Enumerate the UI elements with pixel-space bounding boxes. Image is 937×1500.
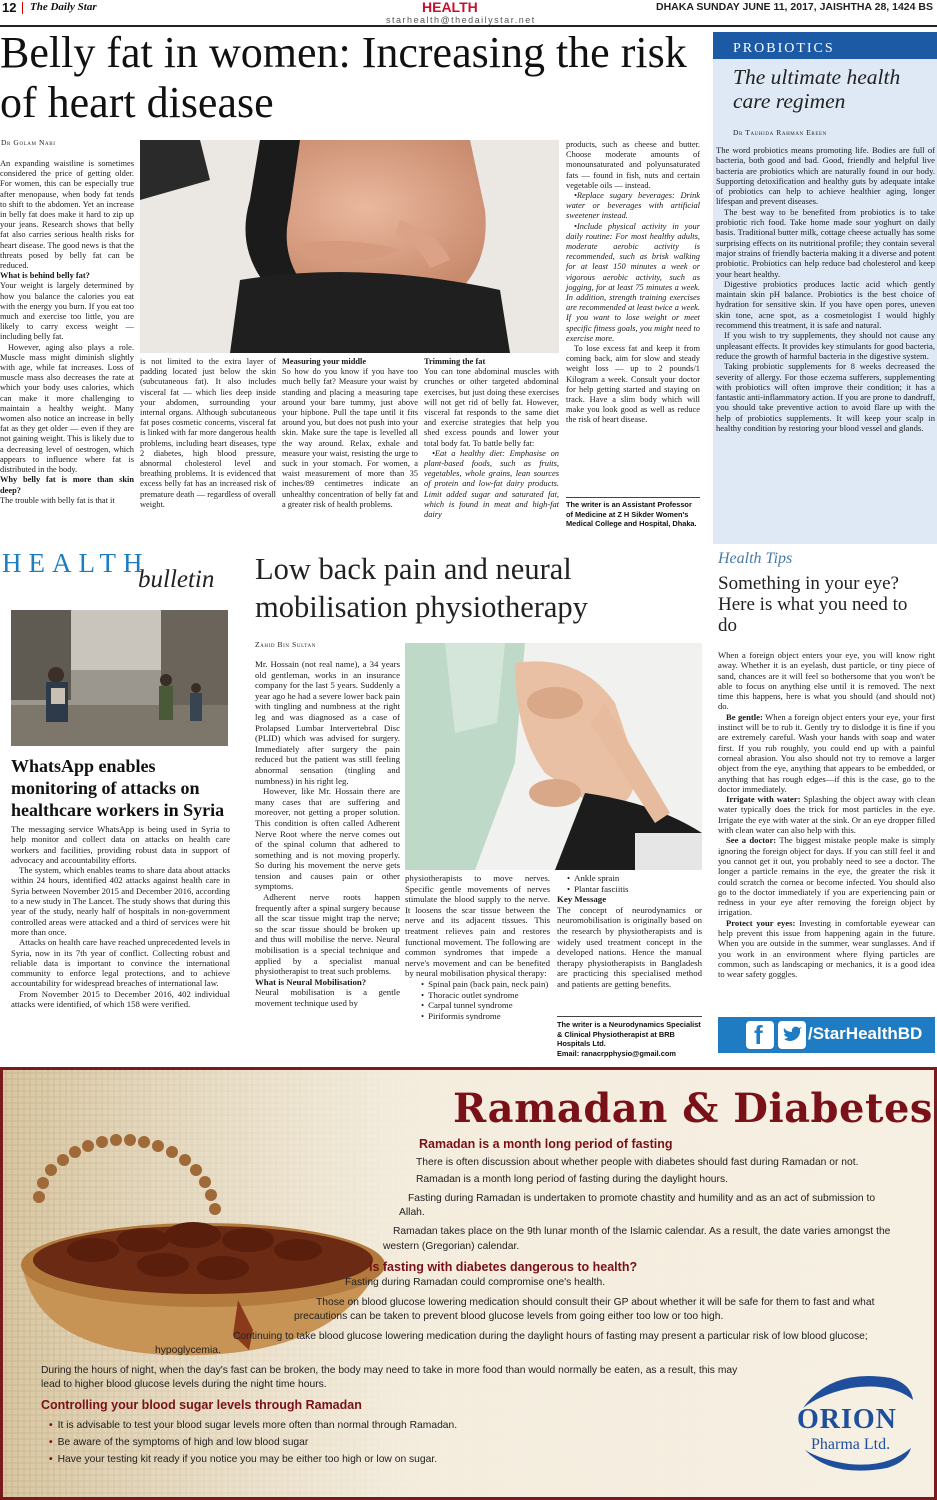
ramadan-p5b: precautions can be taken to prevent blood glucose levels from going either too low or too high. xyxy=(294,1311,724,1322)
masthead-divider xyxy=(22,2,23,14)
probiotics-headline: The ultimate health care regimen xyxy=(733,65,901,113)
backpain-byline: Zahid Bin Sultan xyxy=(255,640,316,649)
belly-col-4: Trimming the fat You can tone abdominal muscles with crunches or other targeted abdominal exercises, but just doing these exercises will not get rid of belly fat. However, visceral fat responds to the same diet and exercise strategies that help you shed excess pounds and lower your total body fat. To battle belly fat: •Eat a healthy diet: Emphasise on plant-based foods, such as fruits, vegetables, whole grains, lean sources of protein and low-fat dairy products. Limit added sugar and saturated fat, which is found in meat and high-fat dairy xyxy=(424,357,559,520)
ramadan-p3a: Ramadan takes place on the 9th lunar month of the Islamic calendar. As a result, the date varies amongst the xyxy=(393,1226,891,1237)
tips-kicker: Health Tips xyxy=(718,550,793,567)
belly-photo xyxy=(140,140,559,353)
probiotics-kicker: PROBIOTICS xyxy=(733,41,835,56)
belly-col-5: products, such as cheese and butter. Choose moderate amounts of monounsaturated and polyunsaturated fats — found in fish, nuts and certain vegetable oils — instead. •Replace sugary beverages: Drink water or beverages with artificial sweetener instead. •Include physical activity in your daily routine: For most healthy adults, moderate aerobic activity is recommended, such as brisk walking for at least 150 minutes a week or vigorous aerobic activity, such as jogging, for at least 75 minutes a week. In addition, strength training exercises are recommended at least twice a week. If you want to lose weight or meet specific fitness goals, you might need to exercise more. To lose excess fat and keep it from coming back, aim for slow and steady weight loss — up to 2 pounds/1 Kilogram a week. Consult your doctor for help getting started and staying on track. Have a slim body which will make you look good as well as reduce the risk of heart disease. xyxy=(566,140,700,425)
facebook-icon[interactable]: f xyxy=(746,1021,774,1049)
backpain-writer-rule xyxy=(557,1016,702,1017)
masthead-rule xyxy=(0,25,937,27)
backpain-headline: Low back pain and neural mobilisation physiotherapy xyxy=(255,552,588,624)
backpain-photo xyxy=(405,643,702,870)
dateline: DHAKA SUNDAY JUNE 11, 2017, JAISHTHA 28, 1424 BS xyxy=(655,1,933,13)
ramadan-p1b: Ramadan is a month long period of fasting during the daylight hours. xyxy=(416,1174,728,1185)
bulletin-body: The messaging service WhatsApp is being used in Syria to help monitor and collect data on attacks on health care workers and facilities, providing robust data in support of advocacy and accountability efforts. The system, which enables teams to share data about attacks within 24 hours, identified 402 attacks against health care in Syria between November 2015 and December 2016, according to a new study in The Lancet. The study shows that during this year of the study, nearly half of hospitals in non-government controlled areas were attacked and a third of services were hit more than once. Attacks on health care have reached unprecedented levels in Syria, now in its 7th year of conflict. Collecting robust and reliable data is important to convince the international community to enforce legal protections, and to achieve accountability for widespread breaches of international law. From November 2015 to December 2016, 402 individual attacks were identified, of which 158 were verified. xyxy=(11,824,230,1010)
ramadan-heading-3: Controlling your blood sugar levels through Ramadan xyxy=(41,1398,362,1412)
bulletin-title-health: HEALTH xyxy=(2,548,150,578)
paper-name: The Daily Star xyxy=(30,1,97,13)
bulletin-banner xyxy=(0,548,232,596)
syndrome-list-cont: • Ankle sprain • Plantar fasciitis xyxy=(557,873,702,894)
ramadan-p6b: hypoglycemia. xyxy=(155,1345,221,1356)
ramadan-p6a: Continuing to take blood glucose lowering medication during the daylight hours of fasting may present a particular risk of low blood glucose; xyxy=(233,1331,868,1342)
bulletin-title-bulletin: bulletin xyxy=(138,566,215,593)
backpain-col-1: Mr. Hossain (not real name), a 34 years old gentleman, works in an insurance company for the last 5 years. Suddenly a year ago he had a severe lower back pain with tingling and numbness at the right leg and was diagnosed as a case of Prolapsed Lumbar Intervertebral Disc (PLID) which was advised for surgery. Immediately after surgery the pain reduced but the patient was still feeling abnormal sensation (tingling and numbness) in his right leg. However, like Mr. Hossain there are many cases that are suffering and moreover, not getting a proper solution. This condition is often called Adherent Nerve Root where the nerve comes out of the spinal column that adhered to something and is not moving properly. So during his movement the nerve gets tension and causes pain or other symptoms. Adherent nerve roots happen frequently after a spinal surgery because all the scar tissue might trap the nerve; so the scar tissue should be broken up and thus will mobilise the nerve. Neural mobilisation is a special technique and applied by a specialist manual physiotherapist to treat such problems. What is Neural Mobilisation? Neural mobilisation is a gentle movement technique used by xyxy=(255,659,400,1008)
orion-name: ORION xyxy=(797,1404,897,1435)
tips-body: When a foreign object enters your eye, you will know right away. Whether it is an eyelash, dust particle, or tiny piece of sand, chances are it will feel so bothersome that you won't be able to focus on anything else until it is removed. The next time this happens, here is what you should (and should not) do. Be gentle: When a foreign object enters your eye, your first instinct will be to rub it. Gently try to dislodge it is fine if you are extremely careful. Wash your hands with soap and water first. If you rub roughly, you could end up with a painful corneal abrasion. You also should not try to remove a larger object from the eye, anything that appears to be embedded, or anything that has rough edges—if this is the case, go to the doctor immediately. Irrigate with water: Splashing the object away with clean water typically does the trick for most particles in the eye. Irrigate the eye with water at the sink. Or an eye dropper filled with clean water can also help with this. See a doctor: The biggest mistake people make is simply ignoring the foreign object for days. If you can still feel it and you cannot get it out, you probably need to see a doctor. The longer a particle remains in the eye, the greater the risk it could scratch the cornea or become infected. You should also go to the doctor immediately if you are experiencing pain or redness in your eye after removing the foreign object by irrigation. Protect your eyes: Investing in comfortable eyewear can help prevent this issue from happening again in the future. When you are outside in the summer, wear sunglasses. And if you work in an environment where flying particles are common, such as landscaping or mechanics, it is a good idea to wear safety goggles. xyxy=(718,650,935,980)
social-handle[interactable]: /StarHealthBD xyxy=(808,1024,923,1043)
section-email: starhealth@thedailystar.net xyxy=(386,15,536,25)
belly-col-1: An expanding waistline is sometimes considered the price of getting older. For women, this can be especially true after menopause, when body fat tends to shift to the abdomen. Yet an increase in belly fat does make it hard to zip up your jeans. Research shows that belly fat also carries serious health risks for heart disease. The good news is that the threats posed by belly fat can be reduced. What is behind belly fat? Your weight is largely determined by how you balance the calories you eat with the energy you burn. If you eat too much and exercise too little, you are likely to carry excess weight — including belly fat. However, aging also plays a role. Muscle mass might diminish slightly with age, while fat increases. Loss of muscle mass also decreases the rate at which your body uses calories, which can make it more challenging to maintain a healthy weight. Many women also notice an increase in belly fat as they get older — even if they are not gaining weight. This is likely due to a decreasing level of oestrogen, which appears to influence where fat is distributed in the body. Why belly fat is more than skin deep? The trouble with belly fat is that it xyxy=(0,159,134,505)
backpain-email[interactable]: Email: ranacrpphysio@gmail.com xyxy=(557,1048,676,1058)
backpain-col-2: physiotherapists to move nerves. Specific gentle movements of nerves stimulate the blood supply to the nerve. It loosens the scar tissue between the nerve and its adjacent tissues. This treatment relieves pain and restores functional movement. The following are common syndromes that impede a nerve's movement and can be benefited by neural mobilisation physical therapy: • Spinal pain (back pain, neck pain) • Thoracic outlet syndrome • Carpal tunnel syndrome • Piriformis syndrome xyxy=(405,873,550,1021)
ramadan-ad xyxy=(0,1067,937,1500)
dates-bowl xyxy=(3,1070,403,1370)
tips-headline: Something in your eye? Here is what you need to do xyxy=(718,573,908,636)
ramadan-title: Ramadan & Diabetes xyxy=(453,1085,933,1132)
ramadan-p1a: There is often discussion about whether people with diabetes should fast during Ramadan or not. xyxy=(416,1157,859,1168)
ramadan-bullets: • It is advisable to test your blood sugar levels more often than normal through Ramadan. • Be aware of the symptoms of high and low blood sugar • Have your testing kit ready if you notice you may be either too high or low on sugar. xyxy=(49,1420,458,1465)
twitter-icon[interactable] xyxy=(778,1021,806,1049)
belly-headline: Belly fat in women: Increasing the risk of heart disease xyxy=(0,28,687,127)
ramadan-p3b: western (Gregorian) calendar. xyxy=(383,1241,520,1252)
section-title: HEALTH xyxy=(422,0,478,15)
ramadan-p5a: Those on blood glucose lowering medication should consult their GP about whether it will be safe for them to fast and what xyxy=(316,1297,875,1308)
belly-writer-rule xyxy=(566,497,700,498)
probiotics-byline: Dr Tauhida Rahman Ereen xyxy=(733,128,827,137)
syndrome-list: • Spinal pain (back pain, neck pain) • Thoracic outlet syndrome • Carpal tunnel syndrome • Piriformis syndrome xyxy=(405,979,550,1021)
bulletin-headline: WhatsApp enables monitoring of attacks on healthcare workers in Syria xyxy=(11,756,225,820)
belly-byline: Dr Golam Nabi xyxy=(1,138,56,147)
ramadan-p7a: During the hours of night, when the day's fast can be broken, the body may need to take in more food than would normally be eaten, as a result, this may xyxy=(41,1365,738,1376)
ramadan-p2a: Fasting during Ramadan is undertaken to promote chastity and humility and as an act of submission to xyxy=(408,1193,876,1204)
ramadan-p2b: Allah. xyxy=(399,1207,425,1218)
page-number: 12 xyxy=(2,0,17,15)
backpain-writer-note: The writer is a Neurodynamics Specialist & Clinical Physiotherapist at BRB Hospitals Ltd. Email: ranacrpphysio@gmail.com xyxy=(557,1020,701,1058)
probiotics-body: The word probiotics means promoting life. Bodies are full of bacteria, both good and bad. Good, friendly and helpful live bacteria are probiotics which are naturally found in our body. Supporting detoxification and healthy guts by adequate intake of probiotics can help to achieve healthier aging, longer lifespan and prevent diseases. The best way to be benefited from probiotics is to take probiotic rich food. Take home made sour yoghurt on daily basis. Traditional butter milk, cottage cheese actually has some surprising effects on its nutritional profile; they contain several major strains of friendly bacteria making it a diverse and potent probiotic. Probiotics can help reduce bad cholesterol and keep your heart healthy. Digestive probiotics produces lactic acid which gently maintain skin pH balance. Probiotics is the best choice of hydration for sensitive skin. If you have open pores, uneven skin tone, acne spot, as a cosmetologist I would highly recommend this treatment, it is safe and natural. If you wish to try supplements, they should not cause any unpleasant effects. It provides key stimulants for good bacteria, reduce the growth of harmful bacteria in the digestive system. Taking probiotic supplements for 8 weeks decreased the severity of allergy. For those eczema sufferers, supplementing with probiotics will often improve their condition; it has a fantastic anti-inflammatory action. If you are prone to dandruff, you should take preventive action to avoid flare up with the help of probiotics supplements. It will keep your scalp in healthy condition by restoring your blood vessel and glands. xyxy=(716,145,935,434)
ramadan-p4: Fasting during Ramadan could compromise one's health. xyxy=(345,1277,606,1288)
ramadan-p7b: lead to higher blood glucose levels during the night time hours. xyxy=(41,1379,327,1390)
belly-writer-note: The writer is an Assistant Professor of Medicine at Z H Sikder Women's Medical College and Hospital, Dhaka. xyxy=(566,500,697,528)
ramadan-heading-1: Ramadan is a month long period of fasting xyxy=(419,1137,673,1151)
orion-sub: Pharma Ltd. xyxy=(811,1436,891,1453)
social-bar[interactable] xyxy=(718,1017,935,1053)
orion-logo xyxy=(791,1368,917,1478)
ramadan-heading-2: Is fasting with diabetes dangerous to health? xyxy=(369,1260,638,1274)
probiotics-box xyxy=(713,32,937,544)
belly-col-3: Measuring your middle So how do you know if you have too much belly fat? Measure your waist by standing and placing a measuring tape around your bare tummy, just above your hipbone. Pull the tape until it fits around you, but does not push into your skin. Make sure the tape is levelled all the way around. Relax, exhale and measure your waist, resisting the urge to suck in your stomach. For women, a waist measurement of more than 35 inches/89 centimetres indicate an unhealthy concentration of belly fat and a greater risk of health problems. xyxy=(282,357,418,509)
backpain-col-3: • Ankle sprain • Plantar fasciitis Key Message The concept of neurodynamics or neuromobilisation is originally based on the research by physiotherapists and is widely used treatment concept in the developed nations. Hence the manual therapy physiotherapists in Bangladesh are practicing this specialised method and patients are getting benefits. xyxy=(557,873,702,990)
belly-col-2: is not limited to the extra layer of padding located just below the skin (subcutaneous fat). It also includes visceral fat — which lies deep inside your abdomen, surrounding your internal organs. Although subcutaneous fat poses cosmetic concerns, visceral fat is linked with far more dangerous health problems, including heart diseases, type 2 diabetes, high blood pressure, abnormal cholesterol level and breathing problems. It is evidenced that excess belly fat has an increased risk of premature death — regardless of overall weight. xyxy=(140,357,276,509)
bulletin-photo xyxy=(11,610,228,746)
masthead xyxy=(0,0,937,28)
